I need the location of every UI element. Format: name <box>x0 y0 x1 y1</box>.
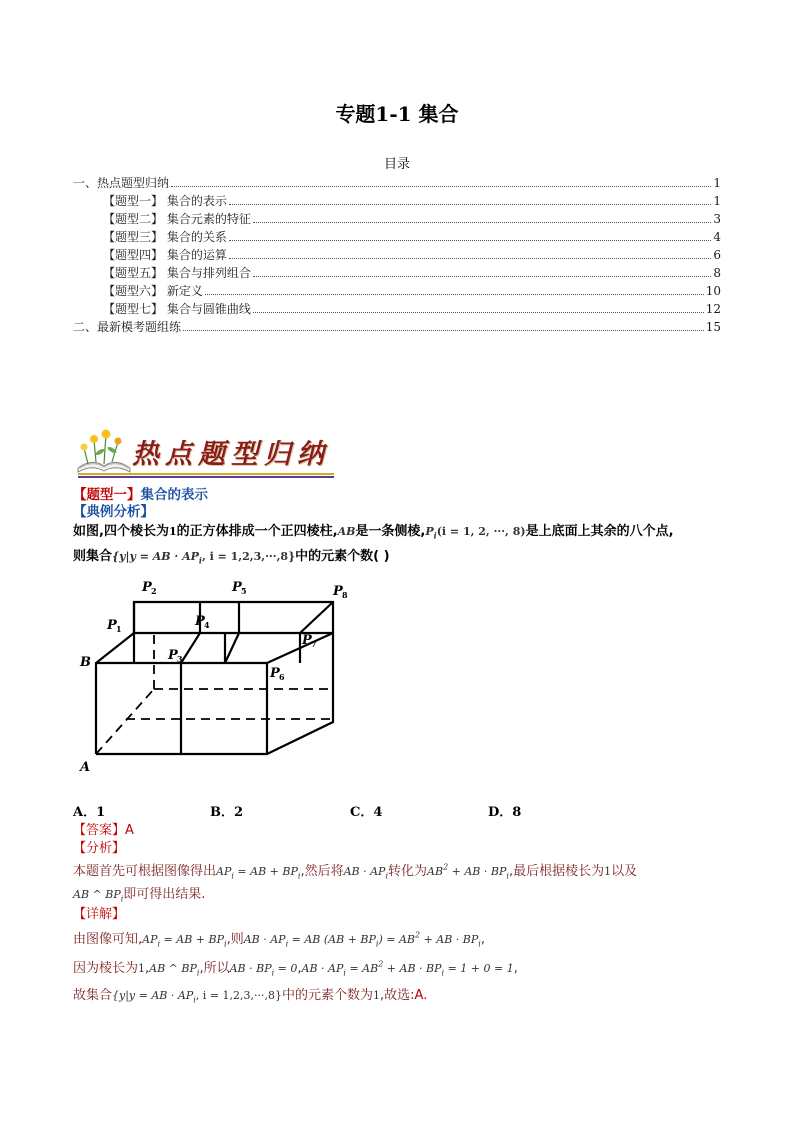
d-text: , <box>145 961 150 976</box>
toc-row[interactable] <box>73 209 721 227</box>
q-math: {y|y = AB · AP <box>112 550 199 563</box>
example-heading: 【典例分析】 <box>73 504 154 520</box>
detail-line-2 <box>73 957 518 978</box>
a-math: i <box>297 871 301 881</box>
d-math: = AB (AB + BP <box>288 933 376 946</box>
choice-d[interactable]: D．8 <box>488 805 522 820</box>
label-p2-sub: 2 <box>151 586 157 596</box>
toc-row[interactable] <box>73 191 721 209</box>
label-p4: P <box>195 614 205 629</box>
toc-row[interactable] <box>73 281 721 299</box>
toc-label: 【题型四】 集合的运算 <box>103 248 227 262</box>
d-math: = 0 <box>274 962 298 975</box>
a-math: AB <box>427 865 444 878</box>
question-line-2 <box>73 545 390 566</box>
a-math: AB ^ BP <box>73 888 121 901</box>
detail-tag-text: 【详解】 <box>73 907 126 922</box>
label-p2: P <box>142 580 152 595</box>
d-math: i <box>478 939 481 949</box>
d-math: = 1 + 0 = 1 <box>444 962 514 975</box>
a-text: 本题首先可根据图像得出 <box>73 864 217 879</box>
d-text: ,所以 <box>199 961 230 976</box>
d-math: AP <box>142 933 158 946</box>
banner-title: 热点题型归纳 <box>132 439 330 470</box>
d-math: = AB <box>345 962 379 975</box>
toc-label: 二、最新模考题组练 <box>73 320 182 334</box>
toc-label: 一、热点题型归纳 <box>73 176 170 190</box>
label-p1-sub: 1 <box>116 624 122 634</box>
d-math: i <box>285 939 289 949</box>
d-math: i <box>271 968 275 978</box>
a-text: 即可得出结果. <box>123 887 206 902</box>
toc-page-number: 8 <box>713 266 721 280</box>
label-p7-sub: 7 <box>311 639 317 649</box>
label-p3: P <box>168 648 178 663</box>
d-text: 因为棱长为 <box>73 961 139 976</box>
label-p8-sub: 8 <box>342 590 348 600</box>
label-p4-sub: 4 <box>204 620 210 630</box>
analysis-tag-text: 【分析】 <box>73 841 126 856</box>
toc-page-number: 15 <box>705 320 721 334</box>
q-text: 是一条侧棱, <box>355 524 426 539</box>
label-p6: P <box>270 666 280 681</box>
d-math: AB · BP <box>229 962 272 975</box>
a-math: AB · AP <box>343 865 386 878</box>
toc-page-number: 1 <box>713 194 721 208</box>
q-text: 是上底面上其余的八个点, <box>525 524 674 539</box>
toc-leader <box>229 257 712 259</box>
d-math: i <box>224 939 227 949</box>
toc-leader <box>253 311 704 313</box>
d-text: 中的元素个数为 <box>282 988 374 1003</box>
analysis-line-2 <box>73 883 205 904</box>
toc-label: 【题型六】 新定义 <box>103 284 203 298</box>
toc-leader <box>253 275 712 277</box>
a-math: 2 <box>443 862 449 872</box>
question-line-1 <box>73 520 674 541</box>
d-math: i <box>375 939 379 949</box>
section-banner <box>74 428 334 480</box>
label-p6-sub: 6 <box>279 672 285 682</box>
d-answer: A. <box>414 988 428 1003</box>
a-text: 以及 <box>611 864 638 879</box>
q-math: i <box>433 530 437 541</box>
toc-row[interactable] <box>73 245 721 263</box>
q-math: i <box>198 555 202 566</box>
d-math: ) = AB <box>378 933 415 946</box>
d-math: AB ^ BP <box>149 962 197 975</box>
analysis-line-1 <box>73 860 637 881</box>
toc-page-number: 3 <box>713 212 721 226</box>
toc-page-number: 6 <box>713 248 721 262</box>
detail-tag <box>73 903 125 922</box>
label-p1: P <box>107 618 117 633</box>
a-math: i <box>120 894 124 904</box>
choice-a[interactable]: A．1 <box>73 805 106 820</box>
d-math: 1 <box>373 989 381 1002</box>
d-text: ,则 <box>226 932 244 947</box>
q-math: P <box>425 525 434 538</box>
toc-row[interactable] <box>73 317 721 335</box>
banner-divider-purple <box>78 476 334 478</box>
q-math: 1 <box>168 525 177 538</box>
toc-leader <box>183 329 704 331</box>
d-math: 1 <box>138 962 146 975</box>
q-math: AB <box>337 525 356 538</box>
d-math: i <box>441 968 445 978</box>
d-text: 故集合 <box>73 988 113 1003</box>
a-math: i <box>231 871 234 881</box>
answer-line <box>73 819 134 838</box>
q-text: 如图,四个棱长为 <box>73 524 169 539</box>
q-text: 中的元素个数( ) <box>295 549 390 564</box>
toc-page-number: 10 <box>705 284 721 298</box>
d-text: ,故选: <box>380 988 415 1003</box>
toc-row[interactable] <box>73 263 721 281</box>
d-math: 2 <box>414 930 421 940</box>
label-a: A <box>80 760 91 774</box>
toc-row[interactable] <box>73 173 721 191</box>
answer-value: A <box>125 823 134 838</box>
choice-b[interactable]: B．2 <box>210 805 244 820</box>
toc-leader <box>253 221 712 223</box>
page-title: 专题1-1 集合 <box>335 102 459 126</box>
toc-page-number: 12 <box>705 302 721 316</box>
toc-label: 【题型五】 集合与排列组合 <box>103 266 251 280</box>
d-math: i <box>196 968 200 978</box>
toc-page-number: 1 <box>713 176 721 190</box>
table-of-contents <box>73 173 721 335</box>
d-text: 由图像可知, <box>73 932 143 947</box>
toc-heading: 目录 <box>383 157 410 172</box>
d-math: + AB · BP <box>383 962 442 975</box>
d-math: i <box>193 995 196 1005</box>
toc-label: 【题型七】 集合与圆锥曲线 <box>103 302 251 316</box>
d-math: = AB + BP <box>160 933 224 946</box>
a-text: 转化为 <box>388 864 428 879</box>
detail-line-3 <box>73 984 427 1005</box>
choice-c[interactable]: C．4 <box>350 805 383 820</box>
d-math: 2 <box>378 959 384 969</box>
label-b: B <box>80 655 91 670</box>
section-tag: 【题型一】 <box>73 487 141 503</box>
d-text: , <box>297 961 302 976</box>
book-flower-icon <box>74 428 134 474</box>
label-p3-sub: 3 <box>177 654 183 664</box>
toc-leader <box>229 203 712 205</box>
d-math: AB · AP <box>243 933 286 946</box>
toc-label: 【题型一】 集合的表示 <box>103 194 227 208</box>
d-math: AB · AP <box>301 962 344 975</box>
a-math: i <box>385 871 389 881</box>
d-math: i <box>157 939 161 949</box>
analysis-tag <box>73 837 125 856</box>
toc-row[interactable] <box>73 299 721 317</box>
d-math: i <box>343 968 346 978</box>
d-math: , i = 1,2,3,···,8} <box>195 989 282 1002</box>
banner-divider-gold <box>78 473 334 475</box>
toc-label: 【题型二】 集合元素的特征 <box>103 212 251 226</box>
label-p5-sub: 5 <box>241 586 247 596</box>
a-math: i <box>506 871 509 881</box>
q-math: (i = 1, 2, ···, 8) <box>436 525 526 538</box>
label-p8: P <box>333 584 343 599</box>
toc-row[interactable] <box>73 227 721 245</box>
a-math: AP <box>216 865 232 878</box>
toc-label: 【题型三】 集合的关系 <box>103 230 227 244</box>
label-p7: P <box>302 633 312 648</box>
q-text: 则集合 <box>73 549 113 564</box>
a-math: = AB + BP <box>233 865 298 878</box>
toc-leader <box>205 293 704 295</box>
a-math: + AB · BP <box>448 865 507 878</box>
d-math: {y|y = AB · AP <box>112 989 194 1002</box>
a-text: ,最后根据棱长为 <box>508 864 605 879</box>
a-math: 1 <box>604 865 612 878</box>
q-text: 的正方体排成一个正四棱柱, <box>176 524 338 539</box>
toc-leader <box>229 239 712 241</box>
answer-tag: 【答案】 <box>73 823 126 838</box>
d-text: , <box>480 932 485 947</box>
toc-page-number: 4 <box>713 230 721 244</box>
q-math: , i = 1,2,3,···,8} <box>201 550 296 563</box>
d-text: , <box>513 961 518 976</box>
section-title: 集合的表示 <box>140 487 208 503</box>
detail-line-1 <box>73 928 485 949</box>
d-math: + AB · BP <box>420 933 479 946</box>
prism-figure <box>76 574 366 774</box>
label-p5: P <box>232 580 242 595</box>
a-text: ,然后将 <box>300 864 344 879</box>
toc-leader <box>171 185 711 187</box>
